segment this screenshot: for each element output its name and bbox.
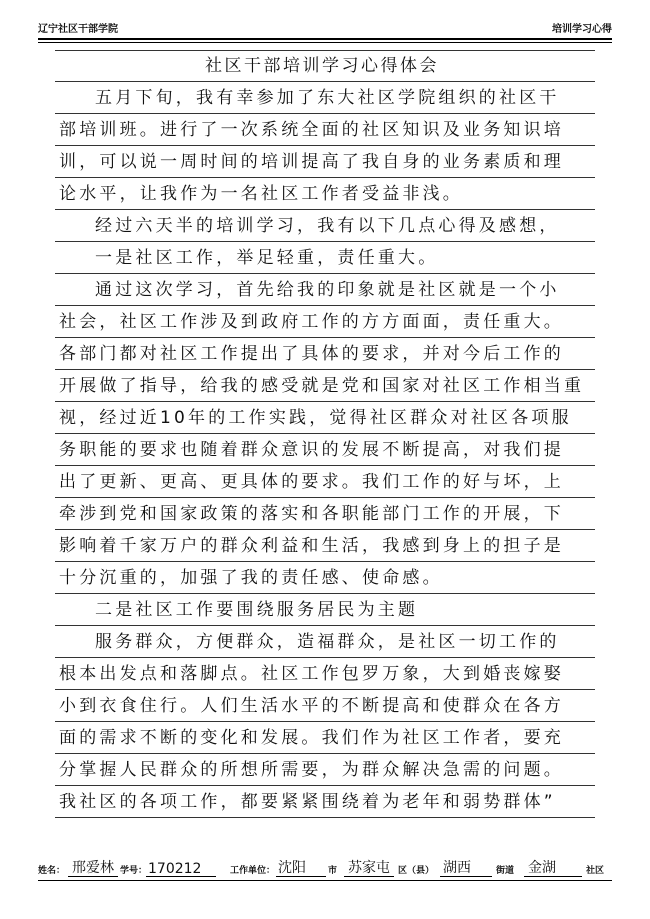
text-line: 社会，社区工作涉及到政府工作的方方面面，责任重大。: [55, 306, 595, 338]
header-rule: [38, 38, 612, 40]
text-line: 出了更新、更高、更具体的要求。我们工作的好与坏，上: [55, 466, 595, 498]
street-underline: [440, 876, 492, 877]
city-underline: [276, 876, 326, 877]
id-underline: [146, 876, 216, 877]
district-label: 区（县）: [398, 866, 435, 876]
id-value: 170212: [148, 861, 202, 877]
section-heading-1: 一是社区工作，举足轻重，责任重大。: [55, 242, 595, 274]
text-line: 视，经过近10年的工作实践，觉得社区群众对社区各项服: [55, 402, 595, 434]
community-underline: [524, 876, 582, 877]
city-value: 沈阳: [278, 860, 306, 876]
community-label: 社区: [586, 866, 605, 876]
header-institution: 辽宁社区干部学院: [38, 24, 118, 35]
text-line: 服务群众，方便群众，造福群众，是社区一切工作的: [55, 626, 595, 658]
header-doc-type: 培训学习心得: [552, 24, 612, 35]
essay-title-row: [55, 50, 595, 82]
text-line: 影响着千家万户的群众利益和生活，我感到身上的担子是: [55, 530, 595, 562]
name-value: 邢爱林: [72, 860, 114, 876]
name-underline: [68, 876, 118, 877]
essay-title: 社区干部培训学习心得体会: [205, 56, 439, 76]
text-line: 分掌握人民群众的所想所需要，为群众解决急需的问题。: [55, 754, 595, 786]
street-label: 街道: [496, 866, 515, 876]
unit-label: 工作单位：: [230, 866, 276, 876]
ruled-writing-sheet: [55, 50, 595, 850]
page-header: [38, 20, 612, 40]
text-line: 小到衣食住行。人们生活水平的不断提高和使群众在各方: [55, 690, 595, 722]
text-line: 我社区的各项工作，都要紧紧围绕着为老年和弱势群体”: [55, 786, 595, 818]
footer-rule: [38, 880, 612, 881]
text-line: 通过这次学习，首先给我的印象就是社区就是一个小: [55, 274, 595, 306]
district-value: 苏家屯: [348, 860, 390, 876]
text-line: 经过六天半的培训学习，我有以下几点心得及感想，: [55, 210, 595, 242]
text-line: 五月下旬，我有幸参加了东大社区学院组织的社区干: [55, 82, 595, 114]
text-line: 务职能的要求也随着群众意识的发展不断提高，对我们提: [55, 434, 595, 466]
text-line: 牵涉到党和国家政策的落实和各职能部门工作的开展，下: [55, 498, 595, 530]
city-label: 市: [328, 866, 338, 876]
student-info-footer: [38, 856, 612, 878]
community-value: 金湖: [528, 860, 556, 876]
text-line: 论水平，让我作为一名社区工作者受益非浅。: [55, 178, 595, 210]
text-line: 开展做了指导，给我的感受就是党和国家对社区工作相当重: [55, 370, 595, 402]
text-line: 根本出发点和落脚点。社区工作包罗万象，大到婚丧嫁娶: [55, 658, 595, 690]
text-line: 面的需求不断的变化和发展。我们作为社区工作者，要充: [55, 722, 595, 754]
district-underline: [344, 876, 394, 877]
id-label: 学号：: [120, 866, 148, 876]
text-line: 各部门都对社区工作提出了具体的要求，并对今后工作的: [55, 338, 595, 370]
header-rule-thin: [38, 42, 612, 43]
name-label: 姓名：: [38, 866, 66, 876]
text-line: 部培训班。进行了一次系统全面的社区知识及业务知识培: [55, 114, 595, 146]
text-line: 训，可以说一周时间的培训提高了我自身的业务素质和理: [55, 146, 595, 178]
text-line: 十分沉重的，加强了我的责任感、使命感。: [55, 562, 595, 594]
section-heading-2: 二是社区工作要围绕服务居民为主题: [55, 594, 595, 626]
street-value: 湖西: [443, 860, 471, 876]
